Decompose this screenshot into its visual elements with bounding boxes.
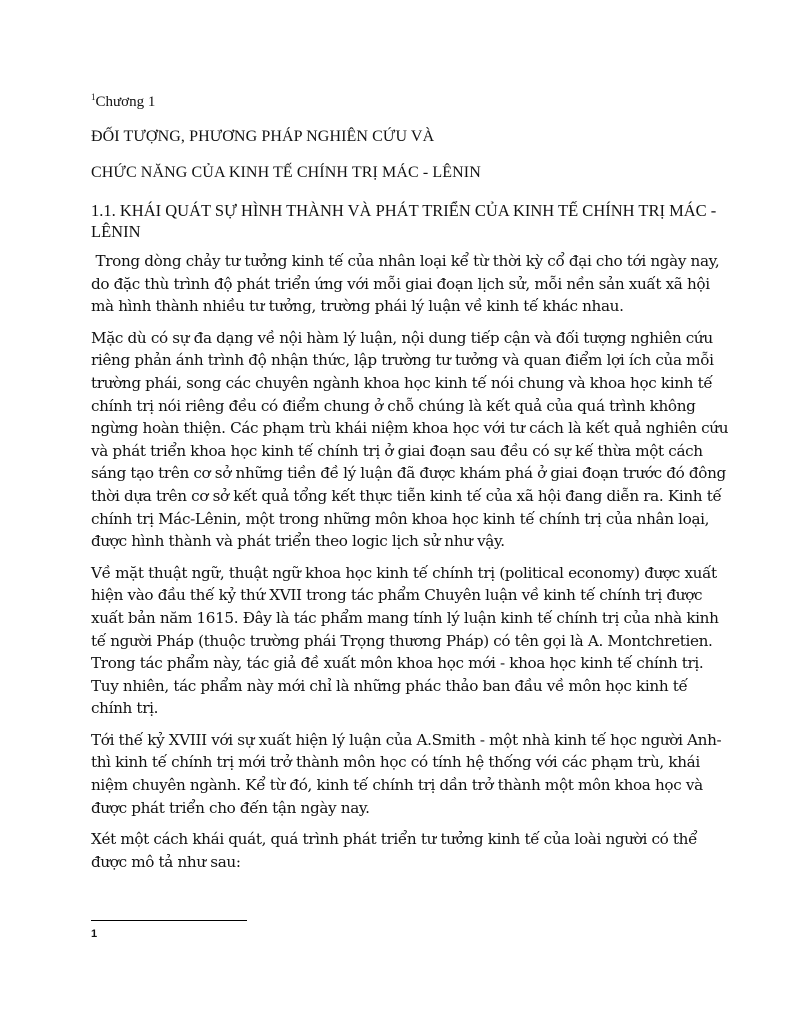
chapter-text: Chương 1 — [95, 94, 156, 110]
paragraph-3: Về mặt thuật ngữ, thuật ngữ khoa học kinh tế chính trị (political economy) được xuất hiện vào đầu thế kỷ thứ XVII trong tác phẩm Chuyên luận về kinh tế chính trị được xuất bản năm 1615. Đây là tác phẩm mang tính lý luận kinh tế chính trị của nhà kinh tế người Pháp (thuộc trường phái Trọng thương Pháp) có tên gọi là A. Montchretien. Trong tác phẩm này, tác giả đề xuất môn khoa học mới - khoa học kinh tế chính trị. Tuy nhiên, tác phẩm này mới chỉ là những phác thảo ban đầu về môn học kinh tế chính trị. — [91, 563, 719, 718]
chapter-title-line-1: ĐỐI TƯỢNG, PHƯƠNG PHÁP NGHIÊN CỨU VÀ — [91, 128, 435, 145]
footnote-number: 1 — [91, 928, 98, 940]
paragraph-5: Xét một cách khái quát, quá trình phát triển tư tưởng kinh tế của loài người có thể được mô tả như sau: — [91, 830, 698, 871]
document-page — [91, 92, 731, 882]
footnote-divider — [91, 920, 247, 921]
paragraph-2: Mặc dù có sự đa dạng về nội hàm lý luận, nội dung tiếp cận và đối tượng nghiên cứu riêng phản ánh trình độ nhận thức, lập trường tư tưởng và quan điểm lợi ích của mỗi trường phái, song các chuyên ngành khoa học kinh tế nói chung và khoa học kinh tế chính trị nói riêng đều có điểm chung ở chỗ chúng là kết quả của quá trình không ngừng hoàn thiện. Các phạm trù khái niệm khoa học với tư cách là kết quả nghiên cứu và phát triển khoa học kinh tế chính trị ở giai đoạn sau đều có sự kế thừa một cách sáng tạo trên cơ sở những tiền đề lý luận đã được khám phá ở giai đoạn trước đó đông thời dựa trên cơ sở kết quả tổng kết thực tiễn kinh tế của xã hội đang diễn ra. Kinh tế chính trị Mác-Lênin, một trong những môn khoa học kinh tế chính trị của nhân loại, được hình thành và phát triển theo logic lịch sử như vậy. — [91, 328, 729, 551]
section-heading: 1.1. KHÁI QUÁT SỰ HÌNH THÀNH VÀ PHÁT TRIỂN CỦA KINH TẾ CHÍNH TRỊ MÁC - LÊNIN — [91, 201, 717, 241]
paragraph-1: Trong dòng chảy tư tưởng kinh tế của nhân loại kể từ thời kỳ cổ đại cho tới ngày nay, do đặc thù trình độ phát triển ứng với mỗi giai đoạn lịch sử, mỗi nền sản xuất xã hội mà hình thành nhiều tư tưởng, trường phái lý luận về kinh tế khác nhau. — [91, 252, 724, 316]
footnote-marker[interactable]: 1 — [91, 92, 96, 102]
paragraph-4: Tới thế kỷ XVIII với sự xuất hiện lý luận của A.Smith - một nhà kinh tế học người Anh- thì kinh tế chính trị mới trở thành môn học có tính hệ thống với các phạm trù, khái niệm chuyên ngành. Kể từ đó, kinh tế chính trị dần trở thành một môn khoa học và được phát triển cho đến tận ngày nay. — [91, 730, 722, 817]
chapter-label — [91, 92, 731, 111]
chapter-title-line-2: CHỨC NĂNG CỦA KINH TẾ CHÍNH TRỊ MÁC - LÊNIN — [91, 164, 481, 181]
